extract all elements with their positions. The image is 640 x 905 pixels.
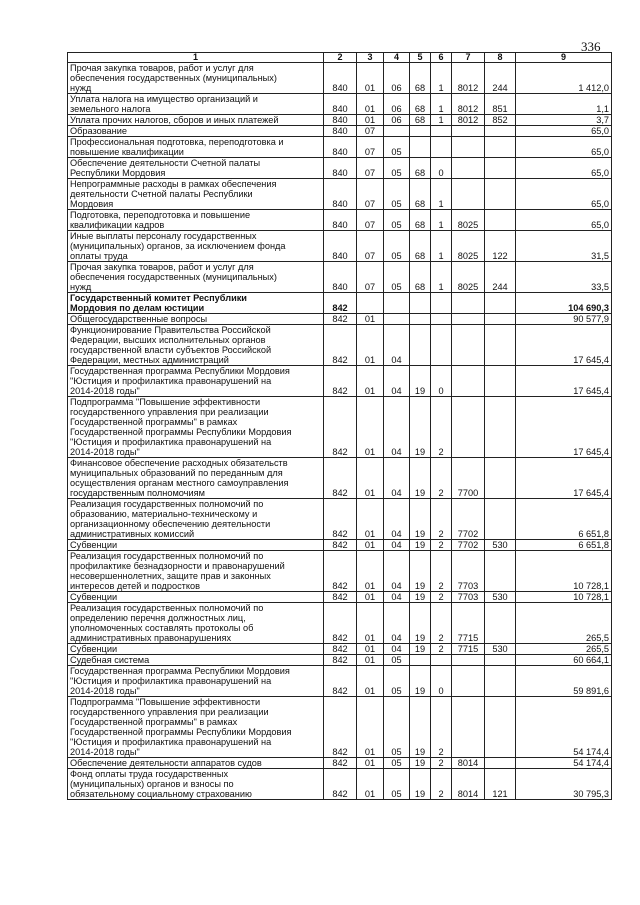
row-name: Уплата налога на имущество организаций и земельного налога [68, 94, 324, 115]
program-code: 68 [410, 179, 431, 210]
program-code: 19 [410, 499, 431, 540]
table-row [68, 314, 612, 325]
program-code: 19 [410, 540, 431, 551]
table-row [68, 158, 612, 179]
program-code: 19 [410, 769, 431, 800]
article-code [452, 325, 485, 366]
subsection-code: 06 [384, 115, 410, 126]
column-header-1: 1 [68, 53, 324, 63]
department-code: 842 [324, 592, 357, 603]
subprogram-code: 1 [431, 231, 452, 262]
column-header-6: 6 [431, 53, 452, 63]
subsection-code: 05 [384, 758, 410, 769]
expense-type-code [485, 551, 516, 592]
subprogram-code: 2 [431, 758, 452, 769]
subsection-code [384, 293, 410, 314]
row-name: Судебная система [68, 655, 324, 666]
amount: 17 645,4 [516, 366, 612, 397]
subsection-code: 05 [384, 262, 410, 293]
article-code [452, 655, 485, 666]
section-code: 01 [357, 314, 384, 325]
subsection-code: 05 [384, 231, 410, 262]
table-row [68, 603, 612, 644]
table-row [68, 126, 612, 137]
article-code: 7703 [452, 592, 485, 603]
column-header-7: 7 [452, 53, 485, 63]
expense-type-code [485, 697, 516, 758]
table-row [68, 644, 612, 655]
row-name: Подпрограмма "Повышение эффективности государственного управления при реализации Государственной программы" в рамках Государственной программы Республики Мордовия "Юстиция и профилактика правонарушений на 2014-2018 годы" [68, 697, 324, 758]
section-code: 01 [357, 94, 384, 115]
program-code: 19 [410, 697, 431, 758]
article-code: 8025 [452, 231, 485, 262]
program-code [410, 314, 431, 325]
expense-type-code [485, 458, 516, 499]
table-row [68, 262, 612, 293]
section-code [357, 293, 384, 314]
subprogram-code: 2 [431, 603, 452, 644]
subsection-code: 04 [384, 603, 410, 644]
amount: 3,7 [516, 115, 612, 126]
section-code: 01 [357, 603, 384, 644]
subprogram-code: 0 [431, 666, 452, 697]
article-code [452, 137, 485, 158]
table-row [68, 231, 612, 262]
amount: 65,0 [516, 179, 612, 210]
article-code [452, 179, 485, 210]
section-code: 01 [357, 551, 384, 592]
row-name: Профессиональная подготовка, переподготовка и повышение квалификации [68, 137, 324, 158]
amount: 6 651,8 [516, 499, 612, 540]
expense-type-code: 530 [485, 644, 516, 655]
row-name: Государственная программа Республики Мордовия "Юстиция и профилактика правонарушений на 2014-2018 годы" [68, 366, 324, 397]
subsection-code: 05 [384, 769, 410, 800]
table-row [68, 325, 612, 366]
amount: 31,5 [516, 231, 612, 262]
column-header-5: 5 [410, 53, 431, 63]
subsection-code: 05 [384, 137, 410, 158]
subsection-code: 05 [384, 210, 410, 231]
subsection-code: 05 [384, 666, 410, 697]
expense-type-code [485, 655, 516, 666]
subsection-code: 05 [384, 158, 410, 179]
department-code: 840 [324, 158, 357, 179]
subsection-code [384, 126, 410, 137]
column-header-2: 2 [324, 53, 357, 63]
table-row [68, 697, 612, 758]
amount: 17 645,4 [516, 325, 612, 366]
expense-type-code [485, 179, 516, 210]
amount: 6 651,8 [516, 540, 612, 551]
subsection-code: 05 [384, 697, 410, 758]
program-code: 68 [410, 262, 431, 293]
article-code [452, 126, 485, 137]
subprogram-code: 2 [431, 458, 452, 499]
amount: 265,5 [516, 603, 612, 644]
table-row [68, 666, 612, 697]
table-row [68, 540, 612, 551]
budget-table [67, 52, 612, 800]
subsection-code: 04 [384, 325, 410, 366]
section-code: 01 [357, 666, 384, 697]
expense-type-code: 244 [485, 63, 516, 94]
table-row [68, 458, 612, 499]
table-row [68, 551, 612, 592]
row-name: Финансовое обеспечение расходных обязательств муниципальных образований по переданным для осуществления органам местного самоуправления государственным полномочиям [68, 458, 324, 499]
subsection-code: 04 [384, 499, 410, 540]
subsection-code: 04 [384, 397, 410, 458]
section-code: 01 [357, 366, 384, 397]
section-code: 07 [357, 158, 384, 179]
row-name: Реализация государственных полномочий по профилактике безнадзорности и правонарушений несовершеннолетних, защите прав и законных интересов детей и подростков [68, 551, 324, 592]
section-code: 07 [357, 137, 384, 158]
section-code: 01 [357, 540, 384, 551]
section-code: 01 [357, 592, 384, 603]
department-code: 842 [324, 314, 357, 325]
amount: 10 728,1 [516, 592, 612, 603]
expense-type-code [485, 137, 516, 158]
amount: 90 577,9 [516, 314, 612, 325]
article-code [452, 697, 485, 758]
department-code: 842 [324, 551, 357, 592]
article-code [452, 293, 485, 314]
amount: 54 174,4 [516, 697, 612, 758]
subprogram-code: 1 [431, 115, 452, 126]
department-code: 840 [324, 179, 357, 210]
program-code: 68 [410, 94, 431, 115]
row-name: Государственная программа Республики Мордовия "Юстиция и профилактика правонарушений на 2014-2018 годы" [68, 666, 324, 697]
article-code: 8014 [452, 758, 485, 769]
subprogram-code: 2 [431, 697, 452, 758]
subprogram-code [431, 325, 452, 366]
expense-type-code [485, 158, 516, 179]
program-code: 19 [410, 666, 431, 697]
subsection-code: 05 [384, 179, 410, 210]
department-code: 842 [324, 293, 357, 314]
amount: 17 645,4 [516, 397, 612, 458]
row-name: Субвенции [68, 540, 324, 551]
expense-type-code [485, 210, 516, 231]
program-code [410, 126, 431, 137]
subsection-code: 04 [384, 366, 410, 397]
expense-type-code: 530 [485, 592, 516, 603]
department-code: 840 [324, 115, 357, 126]
department-code: 842 [324, 540, 357, 551]
row-name: Образование [68, 126, 324, 137]
table-row [68, 137, 612, 158]
expense-type-code: 530 [485, 540, 516, 551]
subprogram-code: 2 [431, 644, 452, 655]
article-code: 7700 [452, 458, 485, 499]
section-code: 07 [357, 126, 384, 137]
department-code: 840 [324, 63, 357, 94]
department-code: 842 [324, 325, 357, 366]
section-code: 01 [357, 115, 384, 126]
table-row [68, 655, 612, 666]
subprogram-code: 1 [431, 210, 452, 231]
section-code: 01 [357, 769, 384, 800]
subprogram-code [431, 314, 452, 325]
subsection-code [384, 314, 410, 325]
section-code: 01 [357, 397, 384, 458]
subsection-code: 05 [384, 655, 410, 666]
program-code: 68 [410, 158, 431, 179]
column-header-3: 3 [357, 53, 384, 63]
article-code: 8025 [452, 210, 485, 231]
department-code: 840 [324, 126, 357, 137]
expense-type-code: 851 [485, 94, 516, 115]
article-code: 8012 [452, 94, 485, 115]
table-row [68, 366, 612, 397]
subsection-code: 06 [384, 63, 410, 94]
program-code: 19 [410, 644, 431, 655]
section-code: 01 [357, 655, 384, 666]
department-code: 842 [324, 758, 357, 769]
department-code: 840 [324, 210, 357, 231]
subsection-code: 04 [384, 458, 410, 499]
subprogram-code: 1 [431, 63, 452, 94]
expense-type-code [485, 325, 516, 366]
article-code: 7702 [452, 540, 485, 551]
subprogram-code: 2 [431, 499, 452, 540]
department-code: 840 [324, 262, 357, 293]
article-code [452, 666, 485, 697]
row-name: Функционирование Правительства Российской Федерации, высших исполнительных органов государственной власти субъектов Российской Федерации, местных администраций [68, 325, 324, 366]
article-code [452, 158, 485, 179]
row-name: Непрограммные расходы в рамках обеспечения деятельности Счетной палаты Республики Мордовия [68, 179, 324, 210]
subprogram-code: 2 [431, 540, 452, 551]
row-name: Подпрограмма "Повышение эффективности государственного управления при реализации Государственной программы" в рамках Государственной программы Республики Мордовия "Юстиция и профилактика правонарушений на 2014-2018 годы" [68, 397, 324, 458]
expense-type-code [485, 499, 516, 540]
department-code: 842 [324, 666, 357, 697]
program-code [410, 325, 431, 366]
expense-type-code [485, 293, 516, 314]
section-code: 01 [357, 697, 384, 758]
section-code: 07 [357, 231, 384, 262]
department-code: 840 [324, 94, 357, 115]
amount: 1 412,0 [516, 63, 612, 94]
amount: 60 664,1 [516, 655, 612, 666]
amount: 65,0 [516, 210, 612, 231]
department-code: 842 [324, 458, 357, 499]
amount: 59 891,6 [516, 666, 612, 697]
row-name: Подготовка, переподготовка и повышение квалификации кадров [68, 210, 324, 231]
expense-type-code [485, 126, 516, 137]
expense-type-code [485, 758, 516, 769]
section-code: 07 [357, 262, 384, 293]
department-code: 842 [324, 603, 357, 644]
subsection-code: 04 [384, 540, 410, 551]
table-row [68, 179, 612, 210]
program-code [410, 137, 431, 158]
expense-type-code: 122 [485, 231, 516, 262]
row-name: Уплата прочих налогов, сборов и иных платежей [68, 115, 324, 126]
section-code: 07 [357, 210, 384, 231]
program-code: 68 [410, 115, 431, 126]
table-row [68, 592, 612, 603]
subsection-code: 04 [384, 551, 410, 592]
row-name: Обеспечение деятельности Счетной палаты Республики Мордовия [68, 158, 324, 179]
department-code: 842 [324, 769, 357, 800]
row-name: Государственный комитет Республики Мордовия по делам юстиции [68, 293, 324, 314]
row-name: Субвенции [68, 592, 324, 603]
department-code: 842 [324, 499, 357, 540]
article-code: 8025 [452, 262, 485, 293]
section-code: 01 [357, 63, 384, 94]
article-code: 8012 [452, 115, 485, 126]
subsection-code: 04 [384, 592, 410, 603]
article-code [452, 366, 485, 397]
row-name: Иные выплаты персоналу государственных (муниципальных) органов, за исключением фонда оплаты труда [68, 231, 324, 262]
section-code: 01 [357, 458, 384, 499]
article-code: 7715 [452, 644, 485, 655]
department-code: 842 [324, 655, 357, 666]
table-row [68, 94, 612, 115]
subprogram-code [431, 137, 452, 158]
subsection-code: 04 [384, 644, 410, 655]
table-row [68, 115, 612, 126]
row-name: Фонд оплаты труда государственных (муниципальных) органов и взносы по обязательному социальному страхованию [68, 769, 324, 800]
amount: 1,1 [516, 94, 612, 115]
table-row [68, 63, 612, 94]
section-code: 01 [357, 758, 384, 769]
subprogram-code [431, 655, 452, 666]
department-code: 840 [324, 231, 357, 262]
program-code: 68 [410, 63, 431, 94]
row-name: Реализация государственных полномочий по определению перечня должностных лиц, уполномоченных составлять протоколы об административных правонарушениях [68, 603, 324, 644]
amount: 65,0 [516, 137, 612, 158]
column-header-9: 9 [516, 53, 612, 63]
department-code: 842 [324, 697, 357, 758]
subprogram-code: 0 [431, 158, 452, 179]
subprogram-code: 2 [431, 592, 452, 603]
program-code [410, 655, 431, 666]
department-code: 840 [324, 137, 357, 158]
program-code: 19 [410, 592, 431, 603]
amount: 65,0 [516, 126, 612, 137]
expense-type-code [485, 366, 516, 397]
row-name: Обеспечение деятельности аппаратов судов [68, 758, 324, 769]
table-row [68, 769, 612, 800]
column-header-8: 8 [485, 53, 516, 63]
expense-type-code: 244 [485, 262, 516, 293]
article-code: 8012 [452, 63, 485, 94]
table-header-row [68, 53, 612, 63]
amount: 54 174,4 [516, 758, 612, 769]
department-code: 842 [324, 366, 357, 397]
section-code: 07 [357, 179, 384, 210]
program-code: 19 [410, 458, 431, 499]
department-code: 842 [324, 397, 357, 458]
amount: 10 728,1 [516, 551, 612, 592]
row-name: Прочая закупка товаров, работ и услуг для обеспечения государственных (муниципальных) нужд [68, 262, 324, 293]
expense-type-code [485, 314, 516, 325]
subprogram-code: 1 [431, 179, 452, 210]
column-header-4: 4 [384, 53, 410, 63]
row-name: Прочая закупка товаров, работ и услуг для обеспечения государственных (муниципальных) нужд [68, 63, 324, 94]
article-code [452, 397, 485, 458]
row-name: Реализация государственных полномочий по образованию, материально-техническому и организационному обеспечению деятельности административных комиссий [68, 499, 324, 540]
table-row [68, 758, 612, 769]
subprogram-code: 2 [431, 397, 452, 458]
table-row [68, 499, 612, 540]
program-code: 19 [410, 397, 431, 458]
page-number: 336 [581, 39, 601, 54]
program-code: 19 [410, 551, 431, 592]
program-code: 19 [410, 758, 431, 769]
subprogram-code: 2 [431, 769, 452, 800]
amount: 17 645,4 [516, 458, 612, 499]
subsection-code: 06 [384, 94, 410, 115]
amount: 33,5 [516, 262, 612, 293]
program-code: 68 [410, 231, 431, 262]
expense-type-code: 121 [485, 769, 516, 800]
table-row [68, 210, 612, 231]
amount: 265,5 [516, 644, 612, 655]
expense-type-code [485, 666, 516, 697]
article-code: 7702 [452, 499, 485, 540]
subprogram-code [431, 126, 452, 137]
section-code: 01 [357, 644, 384, 655]
program-code: 68 [410, 210, 431, 231]
article-code: 7703 [452, 551, 485, 592]
subprogram-code: 0 [431, 366, 452, 397]
expense-type-code [485, 397, 516, 458]
subprogram-code: 1 [431, 94, 452, 115]
department-code: 842 [324, 644, 357, 655]
program-code [410, 293, 431, 314]
expense-type-code: 852 [485, 115, 516, 126]
table-body [68, 63, 612, 800]
expense-type-code [485, 603, 516, 644]
program-code: 19 [410, 603, 431, 644]
section-code: 01 [357, 499, 384, 540]
program-code: 19 [410, 366, 431, 397]
subprogram-code: 1 [431, 262, 452, 293]
row-name: Общегосударственные вопросы [68, 314, 324, 325]
article-code: 7715 [452, 603, 485, 644]
section-code: 01 [357, 325, 384, 366]
row-name: Субвенции [68, 644, 324, 655]
amount: 65,0 [516, 158, 612, 179]
amount: 104 690,3 [516, 293, 612, 314]
subprogram-code: 2 [431, 551, 452, 592]
article-code: 8014 [452, 769, 485, 800]
article-code [452, 314, 485, 325]
amount: 30 795,3 [516, 769, 612, 800]
table-row [68, 397, 612, 458]
subprogram-code [431, 293, 452, 314]
table-row [68, 293, 612, 314]
